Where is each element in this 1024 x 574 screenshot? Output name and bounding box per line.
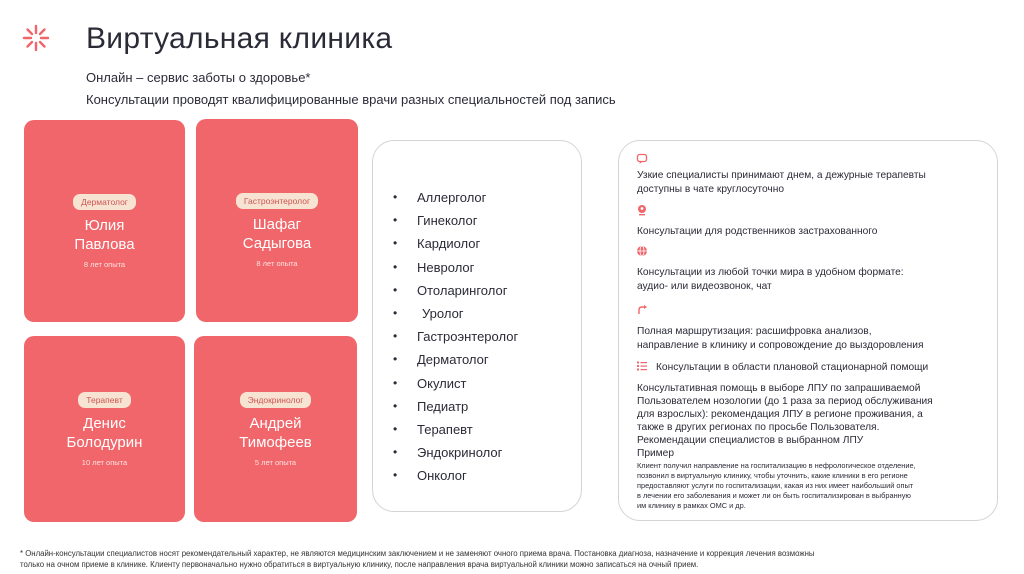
doctor-last-name: Садыгова [242,235,312,252]
example-text-3: предоставляют услуги по госпитализации, какая из них имеет наибольший опыт [637,481,914,490]
example-text-2: позвонил в виртуальную клинику, чтобы уточнить, какие клиники в его регионе [637,471,908,480]
list-item: • Кардиолог [391,232,518,255]
specialty-badge: Эндокринолог [240,392,312,408]
benefit-inpatient: Консультации в области плановой стационарной помощи [656,362,929,373]
list-item: • Гинеколог [391,209,518,232]
doctor-first-name: Шафаг [252,216,302,233]
benefit-advisory-4: также в других регионах по просьбе Пользователя. [637,422,880,433]
list-item: • Отоларинголог [391,279,518,302]
specialty-badge: Дерматолог [73,194,136,210]
example-text-4: в лечении его заболевания и может ли он быть госпитализирован в выбранную [637,491,911,500]
sparkle-logo-icon [22,24,50,52]
doctor-card-therapist[interactable] [24,336,185,522]
benefit-specialists-schedule-2: доступны в чате круглосуточно [637,184,785,195]
specialty-badge: Терапевт [78,392,130,408]
example-label: Пример [637,448,675,459]
footnote [20,548,1010,570]
doctor-first-name: Юлия [84,217,125,234]
doctor-last-name: Тимофеев [239,434,312,451]
list-item: • Аллерголог [391,186,518,209]
benefit-relatives: Консультации для родственников застрахованного [637,226,878,237]
benefits-panel [618,140,998,521]
list-item: • Окулист [391,372,518,395]
doctor-first-name: Денис [83,415,126,432]
doctor-card-endocrinologist[interactable] [194,336,357,522]
list-item: • Гастроэнтеролог [391,325,518,348]
doctor-experience: 8 лет опыта [256,259,298,268]
example-text-5: им клинику в рамках ОМС и др. [637,501,746,510]
specialty-badge: Гастроэнтеролог [236,193,318,209]
benefit-advisory-5: Рекомендации специалистов в выбранном ЛПУ [637,435,864,446]
subtitle-service: Онлайн – сервис заботы о здоровье* [86,70,311,85]
doctor-card-dermatologist[interactable] [24,120,185,322]
benefit-advisory-3: для взрослых): рекомендация ЛПУ в регионе проживания, а [637,409,923,420]
doctor-experience: 8 лет опыта [83,260,126,269]
doctor-card-gastroenterologist[interactable] [196,119,358,322]
benefit-routing-2: направление в клинику и сопровождение до выздоровления [637,340,924,351]
doctor-experience: 5 лет опыта [254,458,297,467]
list-item: • Дерматолог [391,348,518,371]
list-item: • Онколог [391,464,518,487]
chat-icon [636,153,648,165]
footnote-line: * Онлайн-консультации специалистов носят рекомендательный характер, не являются медицинским заключением и не заменяют очного приема врача. Постановка диагноза, назначение и коррекция лечения возможны [20,549,815,558]
list-item: • Эндокринолог [391,441,518,464]
doctor-last-name: Павлова [74,236,135,253]
benefit-specialists-schedule: Узкие специалисты принимают днем, а дежурные терапевты [637,170,926,181]
benefit-anywhere-2: аудио- или видеозвонок, чат [637,281,772,292]
subtitle-consultations: Консультации проводят квалифицированные врачи разных специальностей под запись [86,92,616,107]
list-icon [636,360,648,372]
benefit-advisory: Консультативная помощь в выборе ЛПУ по запрашиваемой [637,383,921,394]
doctor-last-name: Болодурин [66,434,143,451]
footnote-line: только на очном приеме в клинике. Клиенту первоначально нужно обратиться в виртуальную клинику, после направления врача виртуальной клиники можно записаться на очный прием. [20,560,699,569]
example-text: Клиент получил направление на госпитализацию в нефрологическое отделение, [637,461,916,470]
specialists-panel [372,140,582,512]
globe-icon [636,245,648,257]
person-pin-icon [636,204,648,216]
specialists-list [391,186,518,487]
list-item: • Терапевт [391,418,518,441]
list-item: • Невролог [391,256,518,279]
benefit-advisory-2: Пользователем нозологии (до 1 раза за период обслуживания [637,396,933,407]
list-item: • Уролог [391,302,518,325]
benefit-routing: Полная маршрутизация: расшифровка анализов, [637,326,872,337]
benefit-anywhere: Консультации из любой точки мира в удобном формате: [637,267,904,278]
list-item: • Педиатр [391,395,518,418]
doctor-first-name: Андрей [249,415,302,432]
page-title: Виртуальная клиника [86,22,393,55]
doctor-experience: 10 лет опыта [81,458,128,467]
route-icon [636,304,648,316]
